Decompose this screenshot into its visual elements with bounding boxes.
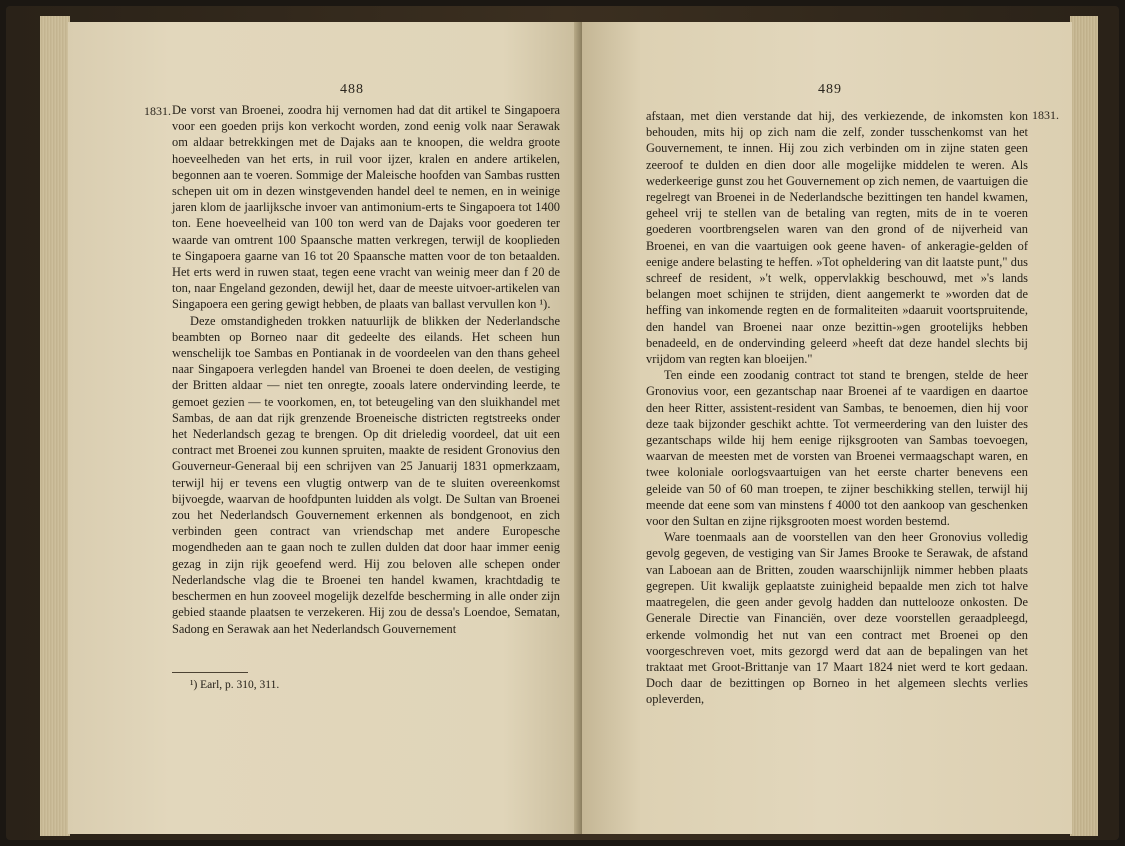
margin-year: 1831. — [144, 104, 171, 118]
page-number: 489 — [818, 82, 842, 97]
paragraph: De vorst van Broenei, zoodra hij vernomen had dat dit artikel te Singapoera voor een goeden prijs kon verkocht worden, zond eenig volk naar Serawak om aldaar betrekkingen met de Dajaks aan te knoopen, die weldra groote hoeveelheden van het erts, in ruil voor ijzer, kralen en andere artikelen, begonnen aan te voeren. Sommige der Maleische hoofden van Sambas rustten schepen uit om in dezen winstgevenden handel deel te nemen, en in weinige jaren klom de jaarlijksche invoer van antimonium-erts te Singapoera tot 1400 ton. Eene hoeveelheid van 100 ton werd van de Dajaks voor goederen ter waarde van omtrent 100 Spaansche matten verkregen, terwijl de kooplieden te Singapoera gaarne van 16 tot 20 Spaansche matten voor de ton betaalden. Het erts werd in ruwen staat, tegen eene vracht van weinig meer dan f 20 de ton, naar Engeland gezonden, dewijl het, daar de meeste uitvoer-artikelen van Singapoera een gering gewigt hebben, de plaats van ballast vervullen kon ¹). — [172, 103, 560, 312]
left-page — [68, 22, 580, 834]
body-text — [646, 108, 1028, 708]
paragraph: Ten einde een zoodanig contract tot stand te brengen, stelde de heer Gronovius voor, een gezantschap naar Broenei af te vaardigen en daartoe den heer Ritter, assistent-resident van Sambas, te benoemen, dien hij voor deze taak bijzonder geschikt achtte. Tot vermeerdering van den luister des gezantschaps wilde hij hem eenige rijksgrooten van Sambas toevoegen, waarvan de meesten met de vorsten van Broenei vermaagschapt waren, en twee koloniale oorlogsvaartuigen van het eerste charter benevens een geleide van 50 of 60 man troepen, te zijner beschikking stellen, terwijl hij meende dat eene som van minstens f 4000 tot den aankoop van geschenken voor den Sultan en zijne rijksgrooten moest worden bestemd. — [646, 368, 1028, 529]
page-number: 488 — [340, 82, 364, 97]
right-page-edges — [1070, 16, 1098, 836]
footnote: ¹) Earl, p. 310, 311. — [190, 679, 280, 691]
right-page — [582, 22, 1072, 834]
paragraph: Ware toenmaals aan de voorstellen van den heer Gronovius volledig gevolg gegeven, de vestiging van Sir James Brooke te Serawak, de afstand van Laboean aan de Britten, zouden waarschijnlijk nimmer hebben plaats gegrepen. Uit kwalijk geplaatste zuinigheid bepaalde men zich tot halve maatregelen, die geen ander gevolg hadden dan nuttelooze onkosten. De Generale Directie van Financiën, over deze voorstellen geraadpleegd, erkende volmondig het nut van een contract met Broenei op den voorgeschreven voet, mits gezorgd werd dat aan de bepalingen van het traktaat met Groot-Brittanje van 17 Maart 1824 niet werd te kort gedaan. Doch daar de bezittingen op Borneo in het algemeen slechts verlies opleverden, — [646, 530, 1028, 707]
body-text — [172, 102, 560, 637]
left-page-edges — [40, 16, 70, 836]
margin-year: 1831. — [1032, 108, 1059, 122]
paragraph: Deze omstandigheden trokken natuurlijk de blikken der Nederlandsche beambten op Borneo naar dit gedeelte des eilands. Het scheen hun wenschelijk toe Sambas en Pontianak in de voordeelen van den thans geheel naar Singapoera verlegden handel van Broenei te doen deelen, de vestiging der Britten aldaar — niet ten onregte, zooals latere ondervinding leerde, te gemoet gezien — te voorkomen, en, tot beteugeling van den sluikhandel met Sambas, de aan dat rijk grenzende Broeneische districten regtstreeks onder het Nederlandsch gezag te brengen. Op dit drieledig voordeel, dat uit een contract met Broenei zou kunnen spruiten, maakte de resident Gronovius den Gouverneur-Generaal bij een schrijven van 25 Januarij 1831 opmerkzaam, terwijl hij er tevens een vlugtig ontwerp van de te sluiten overeenkomst bijvoegde, waarvan de hoofdpunten luidden als volgt. De Sultan van Broenei zou het Nederlandsch Gouvernement erkennen als bondgenoot, en zich verbinden geen contract van vriendschap met andere Europesche mogendheden aan te gaan noch te zullen dulden dat door haar immer eenig gezag in zijn rijk geoefend werd. Hij zou beloven alle schepen onder Nederlandsche vlag die te Broenei ten handel kwamen, krachtdadig te beschermen en hun zooveel mogelijk dezelfde bescherming in alle onder zijn gebied staande plaatsen te verzekeren. Hij zou de dessa's Loendoe, Sematan, Sadong en Serawak aan het Nederlandsch Gouvernement — [172, 313, 560, 636]
paragraph: afstaan, met dien verstande dat hij, des verkiezende, de inkomsten kon behouden, mits hij op zich nam die zelf, zonder tusschenkomst van het Gouvernement, te innen. Hij zou zich verbinden om in zijne staten geen zeeroof te dulden en dien door alle mogelijke middelen te weren. Als wederkeerige gunst zou het Gouvernement op zich nemen, de vaartuigen die regelregt van Broenei in de Nederlandsche bezittingen ten handel kwamen, geheel vrij te stellen van de betaling van regten, mits de in te voeren goederen voortbrengselen waren van den grond of de nijverheid van Broenei, en van die vaartuigen ook geene haven- of ankeragie-gelden of eenige andere belasting te heffen. »Tot opheldering van dit laatste punt," dus schreef de resident, »'t welk, oppervlakkig beschouwd, met »'s lands belangen moet schijnen te strijden, dient aangemerkt te »worden dat de heffing van inkomende regten en de formaliteiten »daaruit voortspruitende, den handel van Broenei naar onze bezittin-»gen grootelijks hebben benadeeld, en de ondervinding geleerd »heeft dat deze handel slechts bij vrijdom van regten kan bloeijen." — [646, 109, 1028, 367]
footnote-divider — [172, 672, 248, 673]
